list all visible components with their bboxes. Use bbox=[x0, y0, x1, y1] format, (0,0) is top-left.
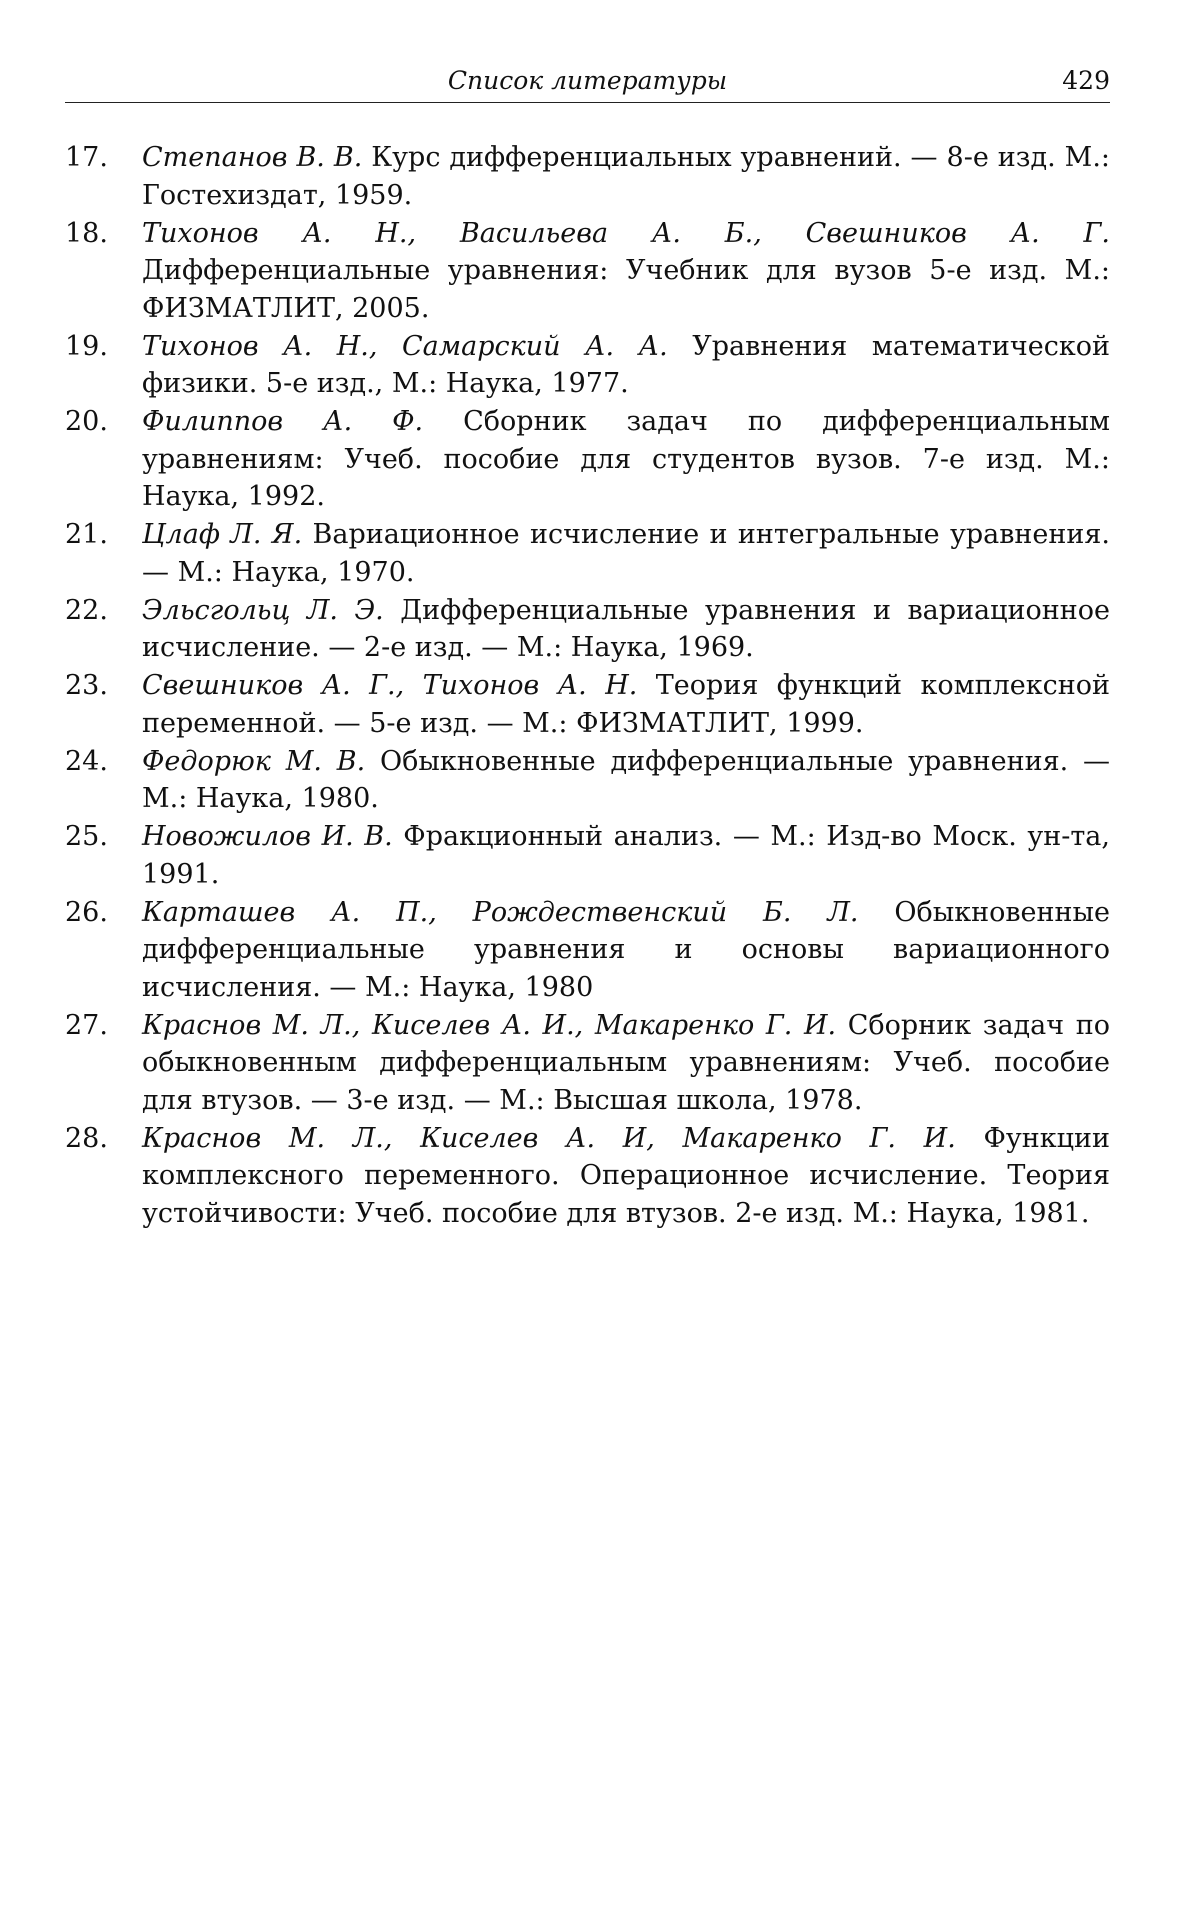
reference-number: 18. bbox=[65, 217, 108, 249]
running-header bbox=[65, 62, 1110, 103]
running-title: Список литературы bbox=[447, 66, 728, 95]
reference-number: 17. bbox=[65, 142, 108, 173]
reference-item bbox=[65, 1120, 1110, 1233]
reference-authors: Краснов М. Л., Киселев А. И., Макаренко Г. И. bbox=[142, 1009, 848, 1041]
reference-authors: Свешников А. Г., Тихонов А. Н. bbox=[142, 670, 656, 701]
reference-number: 22. bbox=[65, 594, 108, 626]
reference-authors: Карташев А. П., Рождественский Б. Л. bbox=[142, 896, 895, 928]
reference-list bbox=[65, 139, 1110, 1232]
reference-number: 23. bbox=[65, 670, 108, 701]
reference-text: Курс дифференциальных уравнений. — 8-е изд. М.: Гостехиздат, 1959. bbox=[142, 142, 1110, 211]
page-number: 429 bbox=[1062, 66, 1110, 95]
reference-authors: Тихонов А. Н., Самарский А. А. bbox=[142, 330, 693, 362]
reference-number: 20. bbox=[65, 406, 108, 437]
reference-item bbox=[65, 743, 1110, 818]
reference-number: 26. bbox=[65, 896, 108, 928]
reference-text: Вариационное исчисление и интегральные уравнения. — М.: Наука, 1970. bbox=[142, 519, 1110, 588]
reference-authors: Новожилов И. В. bbox=[142, 821, 404, 852]
reference-text: Дифференциальные уравнения и вариационное исчисление. — 2-е изд. — М.: Наука, 1969. bbox=[142, 594, 1110, 663]
reference-item bbox=[65, 139, 1110, 214]
reference-item bbox=[65, 328, 1110, 403]
reference-text: Обыкновенные дифференциальные уравнения. — М.: Наука, 1980. bbox=[142, 745, 1110, 814]
reference-text: Сборник задач по дифференциальным уравнениям: Учеб. пособие для студентов вузов. 7-е изд. М.: Наука, 1992. bbox=[142, 406, 1110, 512]
reference-number: 19. bbox=[65, 330, 108, 362]
reference-item bbox=[65, 592, 1110, 667]
reference-text: Функции комплексного переменного. Операционное исчисление. Теория устойчивости: Учеб. пособие для втузов. 2-е изд. М.: Наука, 1981. bbox=[142, 1122, 1110, 1229]
reference-text: Фракционный анализ. — М.: Изд-во Моск. ун-та, 1991. bbox=[142, 821, 1110, 890]
reference-authors: Эльсгольц Л. Э. bbox=[142, 594, 401, 626]
reference-number: 25. bbox=[65, 821, 108, 852]
reference-number: 28. bbox=[65, 1122, 108, 1154]
reference-item bbox=[65, 667, 1110, 742]
reference-item bbox=[65, 215, 1110, 328]
reference-authors: Цлаф Л. Я. bbox=[142, 519, 313, 550]
reference-item bbox=[65, 818, 1110, 893]
reference-number: 21. bbox=[65, 519, 108, 550]
reference-text: Сборник задач по обыкновенным дифференциальным уравнениям: Учеб. пособие для втузов. — 3-е изд. — М.: Высшая школа, 1978. bbox=[142, 1009, 1110, 1116]
reference-text: Теория функций комплексной переменной. — 5-е изд. — М.: ФИЗМАТЛИТ, 1999. bbox=[142, 670, 1111, 739]
page bbox=[65, 62, 1110, 1233]
reference-text: Уравнения математической физики. 5-е изд., М.: Наука, 1977. bbox=[142, 330, 1111, 399]
reference-authors: Филиппов А. Ф. bbox=[142, 406, 464, 437]
reference-authors: Тихонов А. Н., Васильева А. Б., Свешников А. Г. bbox=[142, 217, 1110, 249]
reference-number: 27. bbox=[65, 1009, 108, 1041]
reference-number: 24. bbox=[65, 745, 108, 777]
reference-text: Обыкновенные дифференциальные уравнения и основы вариационного исчисления. — М.: Наука, 1980 bbox=[142, 896, 1110, 1003]
reference-authors: Краснов М. Л., Киселев А. И, Макаренко Г. И. bbox=[142, 1122, 984, 1154]
reference-item bbox=[65, 894, 1110, 1007]
reference-item bbox=[65, 403, 1110, 516]
reference-authors: Степанов В. В. bbox=[142, 142, 372, 173]
reference-authors: Федорюк М. В. bbox=[142, 745, 380, 777]
reference-item bbox=[65, 1007, 1110, 1120]
reference-text: Дифференциальные уравнения: Учебник для вузов 5-е изд. М.: ФИЗМАТЛИТ, 2005. bbox=[142, 255, 1110, 324]
reference-item bbox=[65, 516, 1110, 591]
